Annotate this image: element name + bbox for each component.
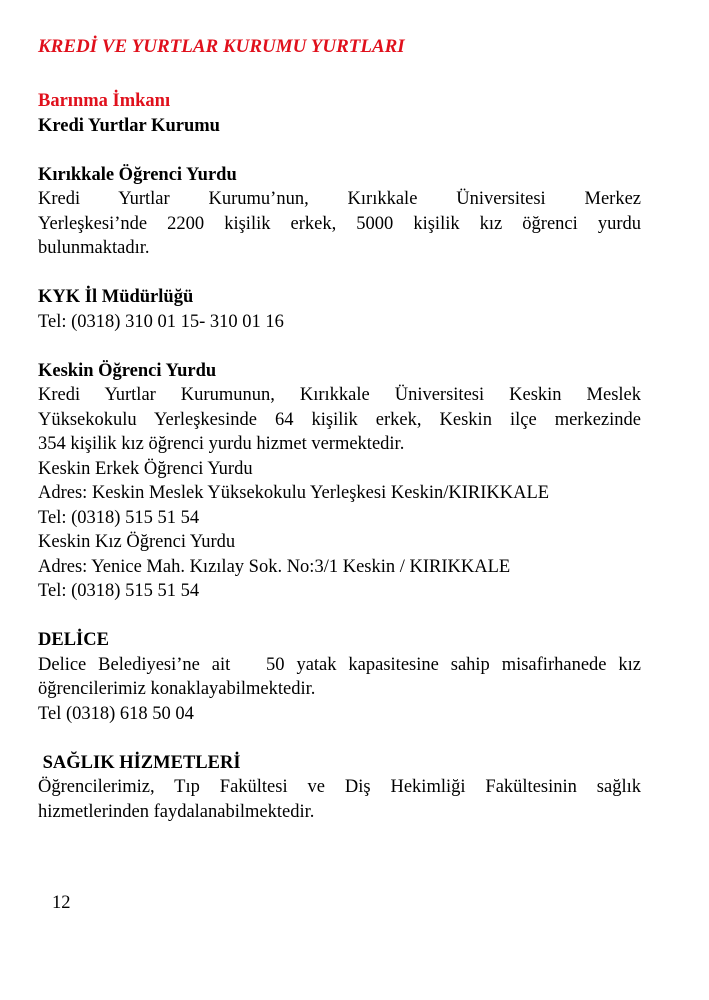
kirikkale-heading: Kırıkkale Öğrenci Yurdu: [38, 164, 237, 185]
kirikkale-line-1: Kredi Yurtlar Kurumu’nun, Kırıkkale Üniversitesi Merkez: [38, 189, 641, 209]
section-heading-kyk: Kredi Yurtlar Kurumu: [38, 115, 220, 136]
spacer: [38, 726, 641, 751]
delice-tel: Tel (0318) 618 50 04: [38, 703, 194, 724]
saglik-heading: SAĞLIK HİZMETLERİ: [38, 752, 241, 773]
keskin-heading: Keskin Öğrenci Yurdu: [38, 360, 217, 381]
spacer: [38, 261, 641, 286]
keskin-female-address: Adres: Yenice Mah. Kızılay Sok. No:3/1 Keskin / KIRIKKALE: [38, 556, 511, 577]
kirikkale-line-3: bulunmaktadır.: [38, 238, 150, 258]
delice-line-2: öğrencilerimiz konaklayabilmektedir.: [38, 679, 316, 699]
spacer: [38, 138, 641, 163]
delice-line-1: Delice Belediyesi’ne ait 50 yatak kapasitesine sahip misafirhanede kız: [38, 654, 641, 675]
keskin-line-2: Yüksekokulu Yerleşkesinde 64 kişilik erkek, Keskin ilçe merkezinde: [38, 409, 641, 430]
keskin-line-3: 354 kişilik kız öğrenci yurdu hizmet vermektedir.: [38, 434, 405, 454]
il-mudurlugu-tel: Tel: (0318) 310 01 15- 310 01 16: [38, 311, 284, 332]
section-heading-housing: Barınma İmkanı: [38, 91, 171, 111]
page-number: 12: [52, 893, 71, 913]
saglik-line-2: hizmetlerinden faydalanabilmektedir.: [38, 801, 315, 822]
spacer: [38, 604, 641, 629]
keskin-female-tel: Tel: (0318) 515 51 54: [38, 581, 200, 601]
spacer: [38, 334, 641, 359]
keskin-male-tel: Tel: (0318) 515 51 54: [38, 507, 200, 528]
il-mudurlugu-heading: KYK İl Müdürlüğü: [38, 287, 194, 307]
keskin-female-name: Keskin Kız Öğrenci Yurdu: [38, 532, 236, 552]
page-title: KREDİ VE YURTLAR KURUMU YURTLARI: [38, 36, 405, 57]
keskin-line-1: Kredi Yurtlar Kurumunun, Kırıkkale Üniversitesi Keskin Meslek: [38, 385, 641, 405]
delice-heading: DELİCE: [38, 630, 109, 650]
keskin-male-address: Adres: Keskin Meslek Yüksekokulu Yerleşkesi Keskin/KIRIKKALE: [38, 483, 550, 503]
keskin-male-name: Keskin Erkek Öğrenci Yurdu: [38, 458, 253, 479]
saglik-line-1: Öğrencilerimiz, Tıp Fakültesi ve Diş Hekimliği Fakültesinin sağlık: [38, 777, 641, 797]
kirikkale-line-2: Yerleşkesi’nde 2200 kişilik erkek, 5000 kişilik kız öğrenci yurdu: [38, 213, 641, 234]
document-page: [38, 34, 641, 824]
spacer: [38, 59, 641, 89]
